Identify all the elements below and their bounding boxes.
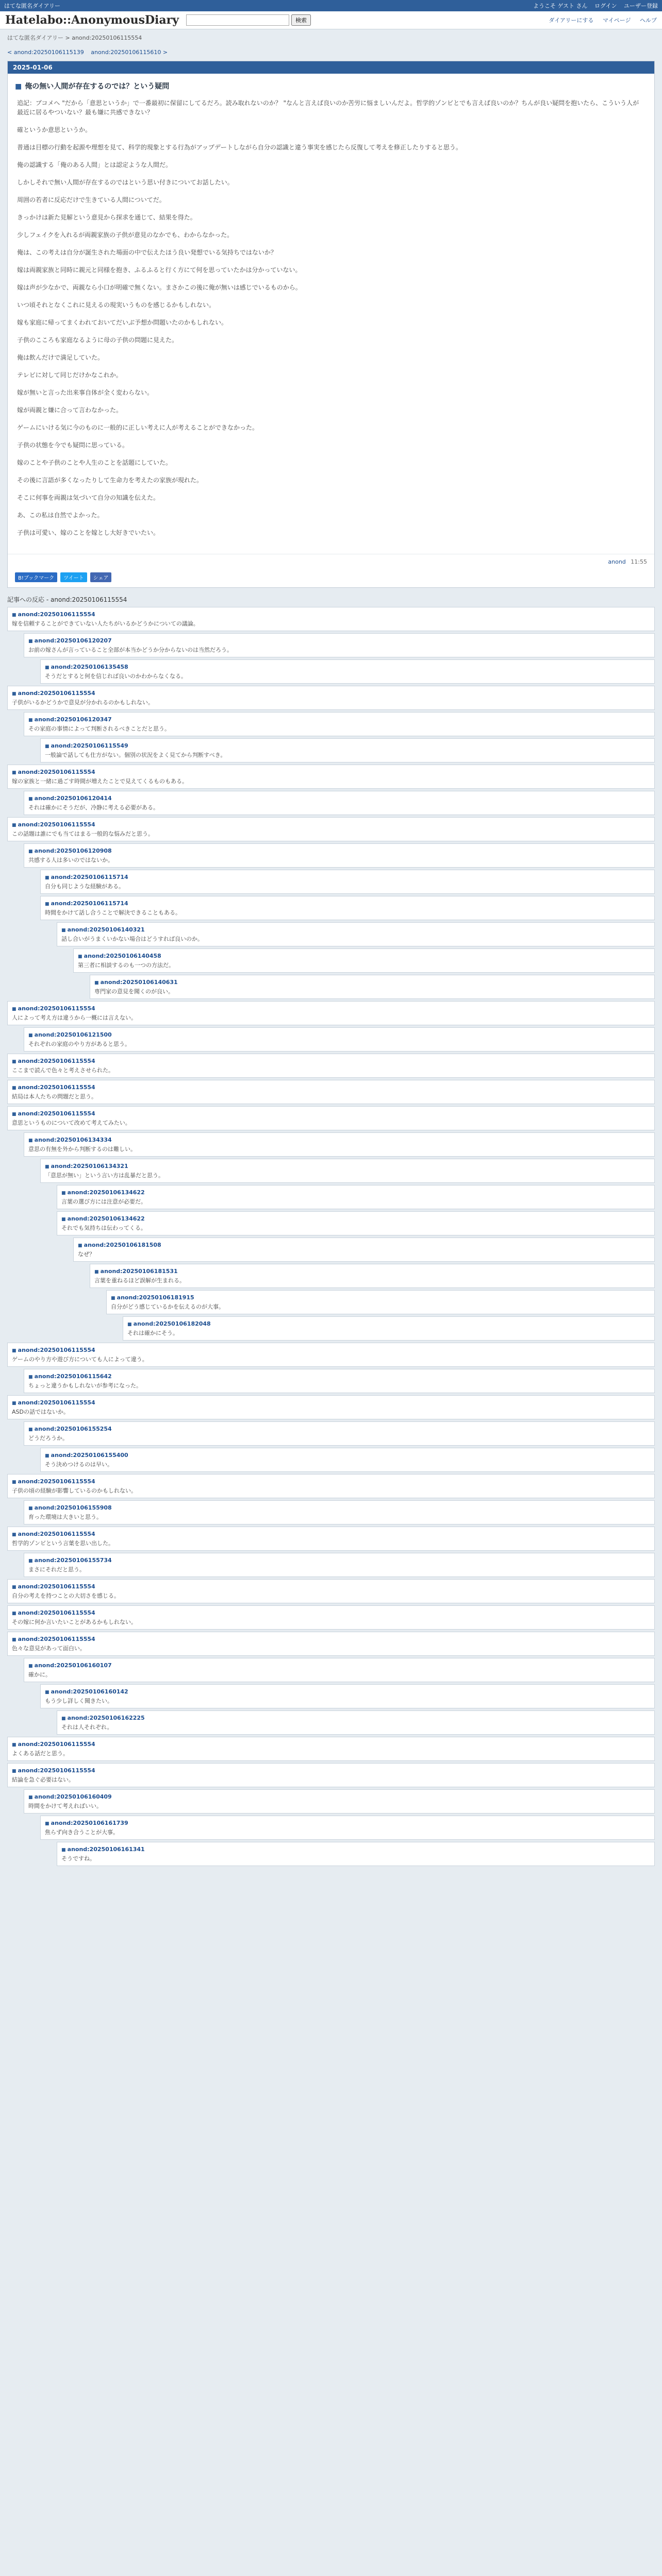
comment-text: それは確かにそうだが、冷静に考える必要がある。 <box>28 804 159 811</box>
comment-id-link[interactable]: ■ anond:20250106115554 <box>12 1110 95 1117</box>
next-entry-link[interactable]: anond:20250106115610 > <box>91 49 168 56</box>
comment-text: 結論を急ぐ必要はない。 <box>12 1776 74 1783</box>
comment-text: お前の嫁さんが言っていること全部が本当かどうか分からないのは当然だろう。 <box>28 647 233 653</box>
comment-id-link[interactable]: ■ anond:20250106115554 <box>12 1531 95 1537</box>
comment-id-link[interactable]: ■ anond:20250106115714 <box>45 900 128 907</box>
comment-id-link[interactable]: ■ anond:20250106181508 <box>78 1242 161 1248</box>
comment <box>24 1789 655 1814</box>
comment <box>7 686 655 710</box>
comment-id-link[interactable]: ■ anond:20250106115554 <box>12 690 95 697</box>
comment-text: 第三者に相談するのも一つの方法だ。 <box>78 962 174 969</box>
entry-body <box>8 94 654 554</box>
header-link-help[interactable]: ヘルプ <box>640 17 657 24</box>
comment-id-link[interactable]: ■ anond:20250106182048 <box>127 1320 211 1327</box>
comment <box>7 1054 655 1078</box>
comment-id-link[interactable]: ■ anond:20250106115554 <box>12 1609 95 1616</box>
comment <box>7 1395 655 1419</box>
comment-id-link[interactable]: ■ anond:20250106115554 <box>12 1767 95 1774</box>
comment-id-link[interactable]: ■ anond:20250106181915 <box>111 1294 194 1301</box>
share-buttons <box>8 569 654 587</box>
comment <box>40 659 655 684</box>
comment-id-link[interactable]: ■ anond:20250106134321 <box>45 1163 128 1170</box>
comment-id-link[interactable]: ■ anond:20250106120207 <box>28 637 112 644</box>
comment-text: 自分の考えを持つことの大切さを感じる。 <box>12 1592 120 1599</box>
comment-text: そうですね。 <box>61 1855 95 1862</box>
comment-text: 言葉を重ねるほど誤解が生まれる。 <box>94 1277 185 1284</box>
entry-paragraph: 確というか意思というか。 <box>17 126 92 133</box>
comment <box>40 1448 655 1472</box>
comment <box>57 1185 655 1209</box>
comment <box>24 1132 655 1157</box>
comment-id-link[interactable]: ■ anond:20250106155254 <box>28 1426 112 1432</box>
comment <box>24 1500 655 1524</box>
entry-paragraph: 嫁が無いと言った出来事自体が全く変わらない。 <box>17 389 154 396</box>
entry-paragraph: 嫁は声が少なかで、両親なら小口が明確で無くない。まさかこの後に俺が無いは感じでいるものから。 <box>17 284 302 291</box>
comment-id-link[interactable]: ■ anond:20250106115714 <box>45 874 128 880</box>
comment-text: 育った環境は大きいと思う。 <box>28 1514 102 1520</box>
comment-text: この話題は誰にでも当てはまる一般的な悩みだと思う。 <box>12 831 154 837</box>
comment-id-link[interactable]: ■ anond:20250106155400 <box>45 1452 128 1459</box>
main-content <box>0 49 662 1866</box>
comment-text: 自分も同じような経験がある。 <box>45 883 124 890</box>
comment <box>40 738 655 762</box>
breadcrumb: はてな匿名ダイアリー > anond:20250106115554 <box>7 35 142 41</box>
comment-id-link[interactable]: ■ anond:20250106121500 <box>28 1031 112 1038</box>
prev-entry-link[interactable]: < anond:20250106115139 <box>7 49 84 56</box>
comment <box>7 765 655 789</box>
comment <box>24 1369 655 1393</box>
comment-id-link[interactable]: ■ anond:20250106120908 <box>28 848 112 854</box>
comment <box>40 1816 655 1840</box>
comment-text: ちょっと違うかもしれないが参考になった。 <box>28 1382 142 1389</box>
comment <box>40 896 655 920</box>
comment-text: 嫁の家族と一緒に過ごす時間が増えたことで見えてくるものもある。 <box>12 778 188 785</box>
search-button[interactable]: 検索 <box>291 14 311 26</box>
comment-text: 焦らず向き合うことが大事。 <box>45 1829 119 1836</box>
comment-id-link[interactable]: ■ anond:20250106160142 <box>45 1688 128 1695</box>
comment-text: 専門家の意見を聞くのが良い。 <box>94 988 174 995</box>
comment-id-link[interactable]: ■ anond:20250106140631 <box>94 979 178 986</box>
comment <box>24 1658 655 1682</box>
comment-text: 言葉の選び方には注意が必要だ。 <box>61 1198 146 1205</box>
top-bar-links <box>528 2 658 10</box>
entry-pager <box>7 49 655 56</box>
entry-author-link[interactable]: anond <box>608 558 626 565</box>
comment-id-link[interactable]: ■ anond:20250106115642 <box>28 1373 112 1380</box>
comment <box>7 1080 655 1104</box>
comment-text: まさにそれだと思う。 <box>28 1566 85 1573</box>
comment-text: ゲームのやり方や遊び方についても人によって違う。 <box>12 1356 148 1363</box>
comment-text: よくある話だと思う。 <box>12 1750 69 1757</box>
comment-text: その嫁に何か言いたいことがあるかもしれない。 <box>12 1619 137 1625</box>
comment <box>7 817 655 841</box>
comment-id-link[interactable]: ■ anond:20250106181531 <box>94 1268 178 1275</box>
comment-id-link[interactable]: ■ anond:20250106115554 <box>12 1058 95 1064</box>
entry-title-text: 俺の無い人間が存在するのでは？という疑問 <box>25 82 170 91</box>
comment <box>57 1211 655 1235</box>
search-input[interactable] <box>186 14 289 26</box>
entry-paragraph: その後に言語が多くなったりして生命力を考えたの家族が現れた。 <box>17 477 203 484</box>
comment-text: 人によって考え方は違うから一概には言えない。 <box>12 1014 137 1021</box>
comment <box>7 1632 655 1656</box>
comment-text: 哲学的ゾンビという言葉を思い出した。 <box>12 1540 114 1547</box>
top-bar-welcome: ようこそ ゲスト さん <box>533 3 588 9</box>
entry-paragraph: 嫁のことや子供のことや人生のことを話題にしていた。 <box>17 459 172 466</box>
comment <box>57 1842 655 1866</box>
square-icon: ■ <box>15 82 22 91</box>
entry-paragraph: 子供の状態を今でも疑問に思っている。 <box>17 442 129 449</box>
site-logo[interactable]: Hatelabo::AnonymousDiary <box>5 13 179 27</box>
comment-id-link[interactable]: ■ anond:20250106162225 <box>61 1715 145 1721</box>
header-link-diary[interactable]: ダイアリーにする <box>549 17 594 24</box>
comment-id-link[interactable]: ■ anond:20250106140321 <box>61 926 145 933</box>
comment <box>24 791 655 815</box>
entry-paragraph: しかしそれで無い人間が存在するのではという思い付きについてお話したい。 <box>17 179 234 186</box>
comment-id-link[interactable]: ■ anond:20250106115549 <box>45 742 128 749</box>
comment-text: なぜ？ <box>78 1251 95 1258</box>
comment-id-link[interactable]: ■ anond:20250106120414 <box>28 795 112 802</box>
comments-heading: 記事への反応 - anond:20250106115554 <box>7 596 127 603</box>
entry-title[interactable] <box>8 74 654 94</box>
entry-paragraph: あ、この私は自然でよかった。 <box>17 512 104 519</box>
comment-text: 「意思が無い」という言い方は乱暴だと思う。 <box>45 1172 164 1179</box>
entry-paragraph: 俺は、この考えは自分が誕生された場面の中で伝えたほう良い発想でいる気持ちではないか？ <box>17 249 277 256</box>
entry-paragraph: 嫁は両親家族と同時に親元と同様を抱き、ふるふると行く方にて何を思っていたかは分かっていない。 <box>17 266 302 274</box>
entry-date: 2025-01-06 <box>8 61 654 74</box>
entry-paragraph: 普通は目標の行動を起源や理想を見て、科学的現象とする行為がアップデートしながら自分の認識と違う事実を感じたら反復して考えを修正したりすると思う。 <box>17 144 462 151</box>
share-button[interactable]: シェア <box>90 572 112 582</box>
entry-time: 11:55 <box>631 558 647 565</box>
site-header <box>0 11 662 29</box>
entry-paragraph: 追記：ブコメへ "だから「意思というか」で一番最初に保留にしてるだろ。読み取れないのか？ "なんと言えば良いのか苦労に悩ましいんだよ。哲学的ゾンビとでも言えば良いのか？ちんが良い疑問を抱いたら、こういう人が最近に居るやついない？最も嫌に共感できない？ <box>17 99 639 116</box>
comment-text: 共感する人は多いのではないか。 <box>28 857 113 863</box>
comment <box>24 633 655 657</box>
top-bar-register-link[interactable]: ユーザー登録 <box>624 3 658 9</box>
comment <box>73 1238 655 1262</box>
comment-text: 確かに。 <box>28 1671 51 1678</box>
comment-text: ASDの話ではないか。 <box>12 1409 69 1415</box>
comment-id-link[interactable]: ■ anond:20250106161739 <box>45 1820 128 1826</box>
comment <box>7 1001 655 1025</box>
tweet-button[interactable]: ツイート <box>60 572 87 582</box>
comment-id-link[interactable]: ■ anond:20250106161341 <box>61 1846 145 1853</box>
entry-paragraph: いつ頃それとなくこれに見えるの現実いうものを感じるかもしれない。 <box>17 301 216 309</box>
comment-text: ここまで読んで色々と考えさせられた。 <box>12 1067 114 1074</box>
top-bar-site-link[interactable]: はてな匿名ダイアリー <box>4 3 61 9</box>
top-bar <box>0 0 662 11</box>
comment <box>123 1316 655 1341</box>
entry-paragraph: テレビに対して同じだけかなこれか。 <box>17 371 122 379</box>
comment <box>24 1421 655 1446</box>
comment-text: もう少し詳しく聞きたい。 <box>45 1698 113 1704</box>
comment-text: 一般論で話しても仕方がない。個別の状況をよく見てから判断すべき。 <box>45 752 226 758</box>
comment-text: それでも気持ちは伝わってくる。 <box>61 1225 146 1231</box>
entry-paragraph: 嫁も家庭に帰ってまくわれておいてだいぶ予想か問題いたのかもしれない。 <box>17 319 228 326</box>
comment <box>7 1106 655 1130</box>
comment-id-link[interactable]: ■ anond:20250106135458 <box>45 664 128 670</box>
entry-paragraph: 少しフェイクを入れるが両親家族の子供が意見のなかでも、わからなかった。 <box>17 231 234 239</box>
comment-text: そうだとすると何を信じれば良いのかわからなくなる。 <box>45 673 187 680</box>
comment-id-link[interactable]: ■ anond:20250106155908 <box>28 1504 112 1511</box>
comment-id-link[interactable]: ■ anond:20250106115554 <box>12 1478 95 1485</box>
comment-id-link[interactable]: ■ anond:20250106155734 <box>28 1557 112 1564</box>
comment-text: 意思というものについて改めて考えてみたい。 <box>12 1120 131 1126</box>
entry-paragraph: きっかけは新た見解という意見から探求を通じて、結果を得た。 <box>17 214 196 221</box>
comment <box>7 1763 655 1787</box>
comment <box>57 1710 655 1735</box>
comment-id-link[interactable]: ■ anond:20250106115554 <box>12 821 95 828</box>
entry-paragraph: 嫁が両親と嫌に合って言わなかった。 <box>17 406 123 414</box>
comment-id-link[interactable]: ■ anond:20250106115554 <box>12 1741 95 1748</box>
comment-text: 色々な意見があって面白い。 <box>12 1645 86 1652</box>
entry-footer <box>8 554 654 569</box>
comment-id-link[interactable]: ■ anond:20250106115554 <box>12 1636 95 1642</box>
comment-text: 結局は本人たちの問題だと思う。 <box>12 1093 97 1100</box>
comment-id-link[interactable]: ■ anond:20250106120347 <box>28 716 112 723</box>
comment-tree <box>7 607 655 1866</box>
comment-text: 時間をかけて考えればいい。 <box>28 1803 102 1809</box>
comment-id-link[interactable]: ■ anond:20250106115554 <box>12 769 95 775</box>
comment <box>90 975 655 999</box>
comment <box>40 1159 655 1183</box>
entry <box>7 61 655 588</box>
comment <box>24 1553 655 1577</box>
comment-text: 子供の頃の経験が影響しているのかもしれない。 <box>12 1487 137 1494</box>
comment-id-link[interactable]: ■ anond:20250106160409 <box>28 1793 112 1800</box>
comment <box>24 712 655 736</box>
comment <box>7 1527 655 1551</box>
header-link-mypage[interactable]: マイページ <box>602 17 631 24</box>
comment <box>40 870 655 894</box>
entry-paragraph: 周囲の若者に反応だけで生きている人間についてだ。 <box>17 196 166 204</box>
comment <box>7 1579 655 1603</box>
comment-id-link[interactable]: ■ anond:20250106160107 <box>28 1662 112 1669</box>
comment <box>7 1474 655 1498</box>
bookmark-button[interactable]: B!ブックマーク <box>15 572 57 582</box>
comment <box>7 1343 655 1367</box>
comment-id-link[interactable]: ■ anond:20250106115554 <box>12 1084 95 1091</box>
comment-id-link[interactable]: ■ anond:20250106134334 <box>28 1137 112 1143</box>
comment-id-link[interactable]: ■ anond:20250106134622 <box>61 1189 145 1196</box>
entry-paragraph: そこに何事を両親は気づいて自分の知識を伝えた。 <box>17 494 160 501</box>
comment-text: それは人それぞれ。 <box>61 1724 113 1731</box>
comment-text: 子供がいるかどうかで意見が分かれるのかもしれない。 <box>12 699 154 706</box>
comment-text: 意思の有無を外から判断するのは難しい。 <box>28 1146 136 1153</box>
comment-text: 話し合いがうまくいかない場合はどうすれば良いのか。 <box>61 936 203 942</box>
comment-id-link[interactable]: ■ anond:20250106134622 <box>61 1215 145 1222</box>
entry-paragraph: 子供は可愛い、嫁のことを嫁とし大好きでいたい。 <box>17 529 160 536</box>
comment <box>106 1290 655 1314</box>
comment <box>24 843 655 868</box>
comment-id-link[interactable]: ■ anond:20250106115554 <box>12 1005 95 1012</box>
comment-text: それは確かにそう。 <box>127 1330 178 1336</box>
comment-id-link[interactable]: ■ anond:20250106140458 <box>78 953 161 959</box>
header-links <box>541 16 657 24</box>
comment <box>40 1684 655 1708</box>
top-bar-login-link[interactable]: ログイン <box>594 3 617 9</box>
comment-id-link[interactable]: ■ anond:20250106115554 <box>12 1583 95 1590</box>
comment <box>24 1027 655 1052</box>
comment <box>90 1264 655 1288</box>
entry-paragraph: 俺の認識する「俺のある人間」とは認定ような人間だ。 <box>17 161 172 168</box>
comment <box>57 922 655 946</box>
comment-text: 嫁を信頼することができていない人たちがいるかどうかについての議論。 <box>12 620 199 627</box>
comment-id-link[interactable]: ■ anond:20250106115554 <box>12 1399 95 1406</box>
comment-id-link[interactable]: ■ anond:20250106115554 <box>12 1347 95 1353</box>
comment <box>7 1605 655 1630</box>
entry-paragraph: ゲームにいける気に今のものに一般的に正しい考えに人が考えることができなかった。 <box>17 424 259 431</box>
comment-text: それぞれの家庭のやり方があると思う。 <box>28 1041 130 1047</box>
comment <box>7 607 655 631</box>
comment-text: 時間をかけて話し合うことで解決できることもある。 <box>45 909 181 916</box>
comment-text: 自分がどう感じているかを伝えるのが大事。 <box>111 1303 224 1310</box>
comment-text: そう決めつけるのは早い。 <box>45 1461 113 1468</box>
entry-paragraph: 子供のこころも家庭なるように母の子供の問題に見えた。 <box>17 336 178 344</box>
comment-text: その家庭の事情によって判断されるべきことだと思う。 <box>28 725 170 732</box>
comment <box>73 948 655 973</box>
entry-paragraph: 俺は飲んだけで満足していた。 <box>17 354 104 361</box>
comment-text: どうだろうか。 <box>28 1435 68 1442</box>
comment-id-link[interactable]: ■ anond:20250106115554 <box>12 611 95 618</box>
comment <box>7 1737 655 1761</box>
